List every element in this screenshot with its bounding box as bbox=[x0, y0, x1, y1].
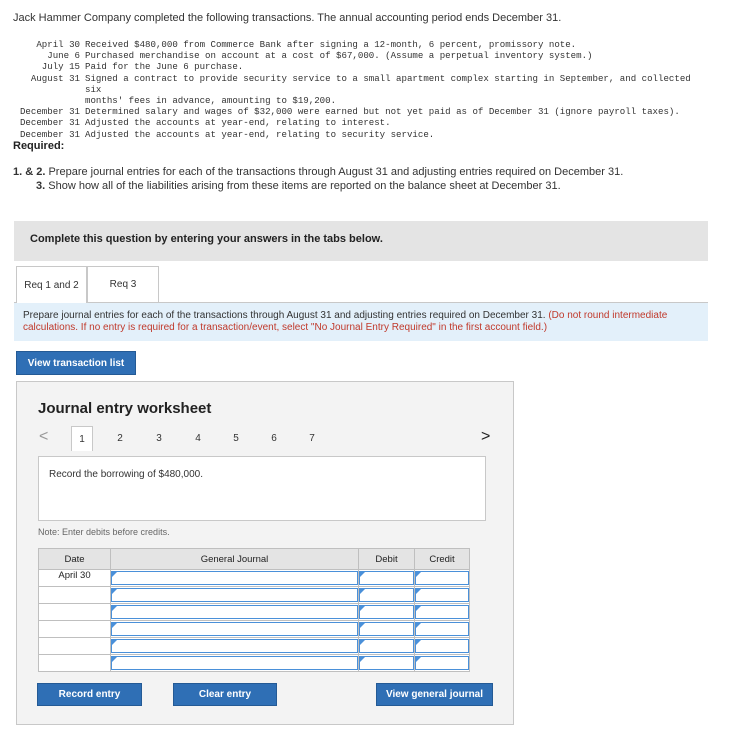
date-cell bbox=[39, 621, 111, 638]
credit-input[interactable] bbox=[415, 656, 469, 670]
date-cell bbox=[39, 587, 111, 604]
date-cell: April 30 bbox=[39, 570, 111, 587]
date-cell bbox=[39, 655, 111, 672]
transaction-row: August 31 Signed a contract to provide security service to a small apartment complex starting in September, and collected six months' fees in advance, amounting to $19,200. bbox=[30, 72, 691, 107]
required-heading: Required: bbox=[13, 140, 65, 152]
table-row bbox=[39, 621, 470, 638]
debit-input[interactable] bbox=[359, 571, 414, 585]
table-row bbox=[39, 587, 470, 604]
transaction-row: April 30 Received $480,000 from Commerce Bank after signing a 12-month, 6 percent, promissory note. bbox=[36, 39, 577, 50]
table-row bbox=[39, 655, 470, 672]
clear-entry-button[interactable]: Clear entry bbox=[173, 683, 277, 706]
page-1[interactable]: 1 bbox=[71, 426, 93, 451]
page-2[interactable]: 2 bbox=[117, 432, 123, 444]
view-general-journal-button[interactable]: View general journal bbox=[376, 683, 493, 706]
credit-input[interactable] bbox=[415, 605, 469, 619]
debit-input[interactable] bbox=[359, 622, 414, 636]
account-input[interactable] bbox=[111, 656, 358, 670]
transaction-row: June 6 Purchased merchandise on account at a cost of $67,000. (Assume a perpetual inventory system.) bbox=[47, 50, 593, 62]
chevron-right-icon[interactable]: > bbox=[481, 428, 491, 445]
transaction-list bbox=[13, 39, 700, 140]
record-entry-button[interactable]: Record entry bbox=[37, 683, 142, 706]
instruction-panel: Prepare journal entries for each of the transactions through August 31 and adjusting entries required on December 31. (Do not round intermediate calculations. If no entry is required for a transaction/event, select "No Journal Entry Required" in the first account field.) bbox=[14, 303, 708, 341]
credit-input[interactable] bbox=[415, 639, 469, 653]
table-row bbox=[39, 638, 470, 655]
entry-prompt: Record the borrowing of $480,000. bbox=[38, 456, 486, 521]
account-input[interactable] bbox=[111, 605, 358, 619]
account-input[interactable] bbox=[111, 588, 358, 602]
general-journal-header: General Journal bbox=[111, 549, 359, 570]
chevron-left-icon[interactable]: < bbox=[39, 428, 49, 445]
debit-input[interactable] bbox=[359, 588, 414, 602]
account-input[interactable] bbox=[111, 622, 358, 636]
page-7[interactable]: 7 bbox=[309, 432, 315, 444]
transaction-row: December 31 Adjusted the accounts at year-end, relating to interest. bbox=[19, 117, 391, 129]
debit-input[interactable] bbox=[359, 605, 414, 619]
tab-req-1-and-2[interactable]: Req 1 and 2 bbox=[16, 266, 87, 303]
page-6[interactable]: 6 bbox=[271, 432, 277, 444]
debit-input[interactable] bbox=[359, 656, 414, 670]
table-row bbox=[39, 604, 470, 621]
tab-req-3[interactable]: Req 3 bbox=[87, 266, 159, 302]
debit-input[interactable] bbox=[359, 639, 414, 653]
date-cell bbox=[39, 638, 111, 655]
page-4[interactable]: 4 bbox=[195, 432, 201, 444]
page-3[interactable]: 3 bbox=[156, 432, 162, 444]
page-5[interactable]: 5 bbox=[233, 432, 239, 444]
transaction-row: December 31 Adjusted the accounts at year-end, relating to security service. bbox=[19, 128, 435, 140]
requirement-1-2: 1. & 2. Prepare journal entries for each of the transactions through August 31 and adjusting entries required on December 31. bbox=[13, 166, 624, 178]
table-row bbox=[39, 570, 470, 587]
transaction-row: July 15 Paid for the June 6 purchase. bbox=[41, 61, 244, 73]
worksheet-title: Journal entry worksheet bbox=[38, 400, 212, 417]
journal-entry-worksheet bbox=[16, 381, 514, 725]
view-transaction-list-button[interactable]: View transaction list bbox=[16, 351, 136, 375]
worksheet-pagination bbox=[35, 426, 501, 450]
intro-text: Jack Hammer Company completed the following transactions. The annual accounting period ends December 31. bbox=[13, 12, 562, 24]
credit-input[interactable] bbox=[415, 622, 469, 636]
date-cell bbox=[39, 604, 111, 621]
credit-header: Credit bbox=[415, 549, 470, 570]
transaction-row: December 31 Determined salary and wages of $32,000 were earned but not yet paid as of December 31 (ignore payroll taxes). bbox=[19, 106, 680, 118]
credit-input[interactable] bbox=[415, 571, 469, 585]
account-input[interactable] bbox=[111, 639, 358, 653]
requirement-3: 3. Show how all of the liabilities arising from these items are reported on the balance sheet at December 31. bbox=[36, 180, 561, 192]
complete-banner: Complete this question by entering your answers in the tabs below. bbox=[14, 221, 708, 261]
journal-table bbox=[38, 548, 470, 672]
credit-input[interactable] bbox=[415, 588, 469, 602]
debit-credit-note: Note: Enter debits before credits. bbox=[38, 527, 170, 537]
debit-header: Debit bbox=[359, 549, 415, 570]
account-input[interactable] bbox=[111, 571, 358, 585]
date-header: Date bbox=[39, 549, 111, 570]
